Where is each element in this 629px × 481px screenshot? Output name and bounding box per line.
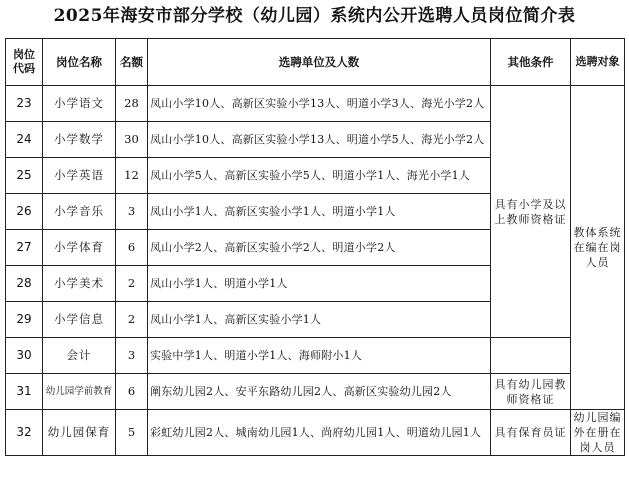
header-conditions: 其他条件 xyxy=(491,39,571,86)
condition-kindergarten: 具有幼儿园教师资格证 xyxy=(491,374,571,410)
condition-empty xyxy=(491,338,571,374)
position-count: 12 xyxy=(116,158,148,194)
condition-care: 具有保育员证 xyxy=(491,410,571,456)
position-count: 30 xyxy=(116,122,148,158)
target-teacher: 教体系统在编在岗人员 xyxy=(571,86,625,410)
position-code: 29 xyxy=(6,302,43,338)
position-name: 幼儿园保育 xyxy=(43,410,116,456)
position-name: 幼儿园学前教育 xyxy=(43,374,116,410)
position-code: 27 xyxy=(6,230,43,266)
position-units: 彩虹幼儿园2人、城南幼儿园1人、尚府幼儿园1人、明道幼儿园1人 xyxy=(148,410,491,456)
header-count: 名额 xyxy=(116,39,148,86)
position-count: 6 xyxy=(116,230,148,266)
table-row xyxy=(6,374,625,410)
position-code: 31 xyxy=(6,374,43,410)
position-code: 30 xyxy=(6,338,43,374)
position-count: 5 xyxy=(116,410,148,456)
table-row xyxy=(6,338,625,374)
position-name: 小学信息 xyxy=(43,302,116,338)
table-header-row xyxy=(6,39,625,86)
position-units: 凤山小学1人、高新区实验小学1人 xyxy=(148,302,491,338)
position-count: 2 xyxy=(116,266,148,302)
position-units: 凤山小学10人、高新区实验小学13人、明道小学3人、海光小学2人 xyxy=(148,86,491,122)
header-target: 选聘对象 xyxy=(571,39,625,86)
position-code: 25 xyxy=(6,158,43,194)
position-name: 小学音乐 xyxy=(43,194,116,230)
position-units: 凤山小学2人、高新区实验小学2人、明道小学2人 xyxy=(148,230,491,266)
position-name: 小学数学 xyxy=(43,122,116,158)
position-code: 28 xyxy=(6,266,43,302)
position-name: 小学美术 xyxy=(43,266,116,302)
position-units: 凤山小学5人、高新区实验小学5人、明道小学1人、海光小学1人 xyxy=(148,158,491,194)
position-units: 阐东幼儿园2人、安平东路幼儿园2人、高新区实验幼儿园2人 xyxy=(148,374,491,410)
position-count: 6 xyxy=(116,374,148,410)
table-row xyxy=(6,410,625,456)
header-name: 岗位名称 xyxy=(43,39,116,86)
position-code: 23 xyxy=(6,86,43,122)
position-code: 24 xyxy=(6,122,43,158)
position-count: 28 xyxy=(116,86,148,122)
position-name: 小学语文 xyxy=(43,86,116,122)
position-code: 26 xyxy=(6,194,43,230)
position-count: 3 xyxy=(116,338,148,374)
position-units: 实验中学1人、明道小学1人、海师附小1人 xyxy=(148,338,491,374)
position-units: 凤山小学1人、高新区实验小学1人、明道小学1人 xyxy=(148,194,491,230)
position-count: 3 xyxy=(116,194,148,230)
position-name: 小学体育 xyxy=(43,230,116,266)
target-kindergarten: 幼儿园编外在册在岗人员 xyxy=(571,410,625,456)
header-units: 选聘单位及人数 xyxy=(148,39,491,86)
condition-primary: 具有小学及以上教师资格证 xyxy=(491,86,571,338)
positions-table xyxy=(5,38,625,456)
position-count: 2 xyxy=(116,302,148,338)
position-code: 32 xyxy=(6,410,43,456)
page-title: 2025年海安市部分学校（幼儿园）系统内公开选聘人员岗位简介表 xyxy=(53,6,576,26)
header-code: 岗位代码 xyxy=(6,39,43,86)
table-row xyxy=(6,86,625,122)
position-name: 小学英语 xyxy=(43,158,116,194)
position-name: 会计 xyxy=(43,338,116,374)
position-units: 凤山小学1人、明道小学1人 xyxy=(148,266,491,302)
position-units: 凤山小学10人、高新区实验小学13人、明道小学5人、海光小学2人 xyxy=(148,122,491,158)
